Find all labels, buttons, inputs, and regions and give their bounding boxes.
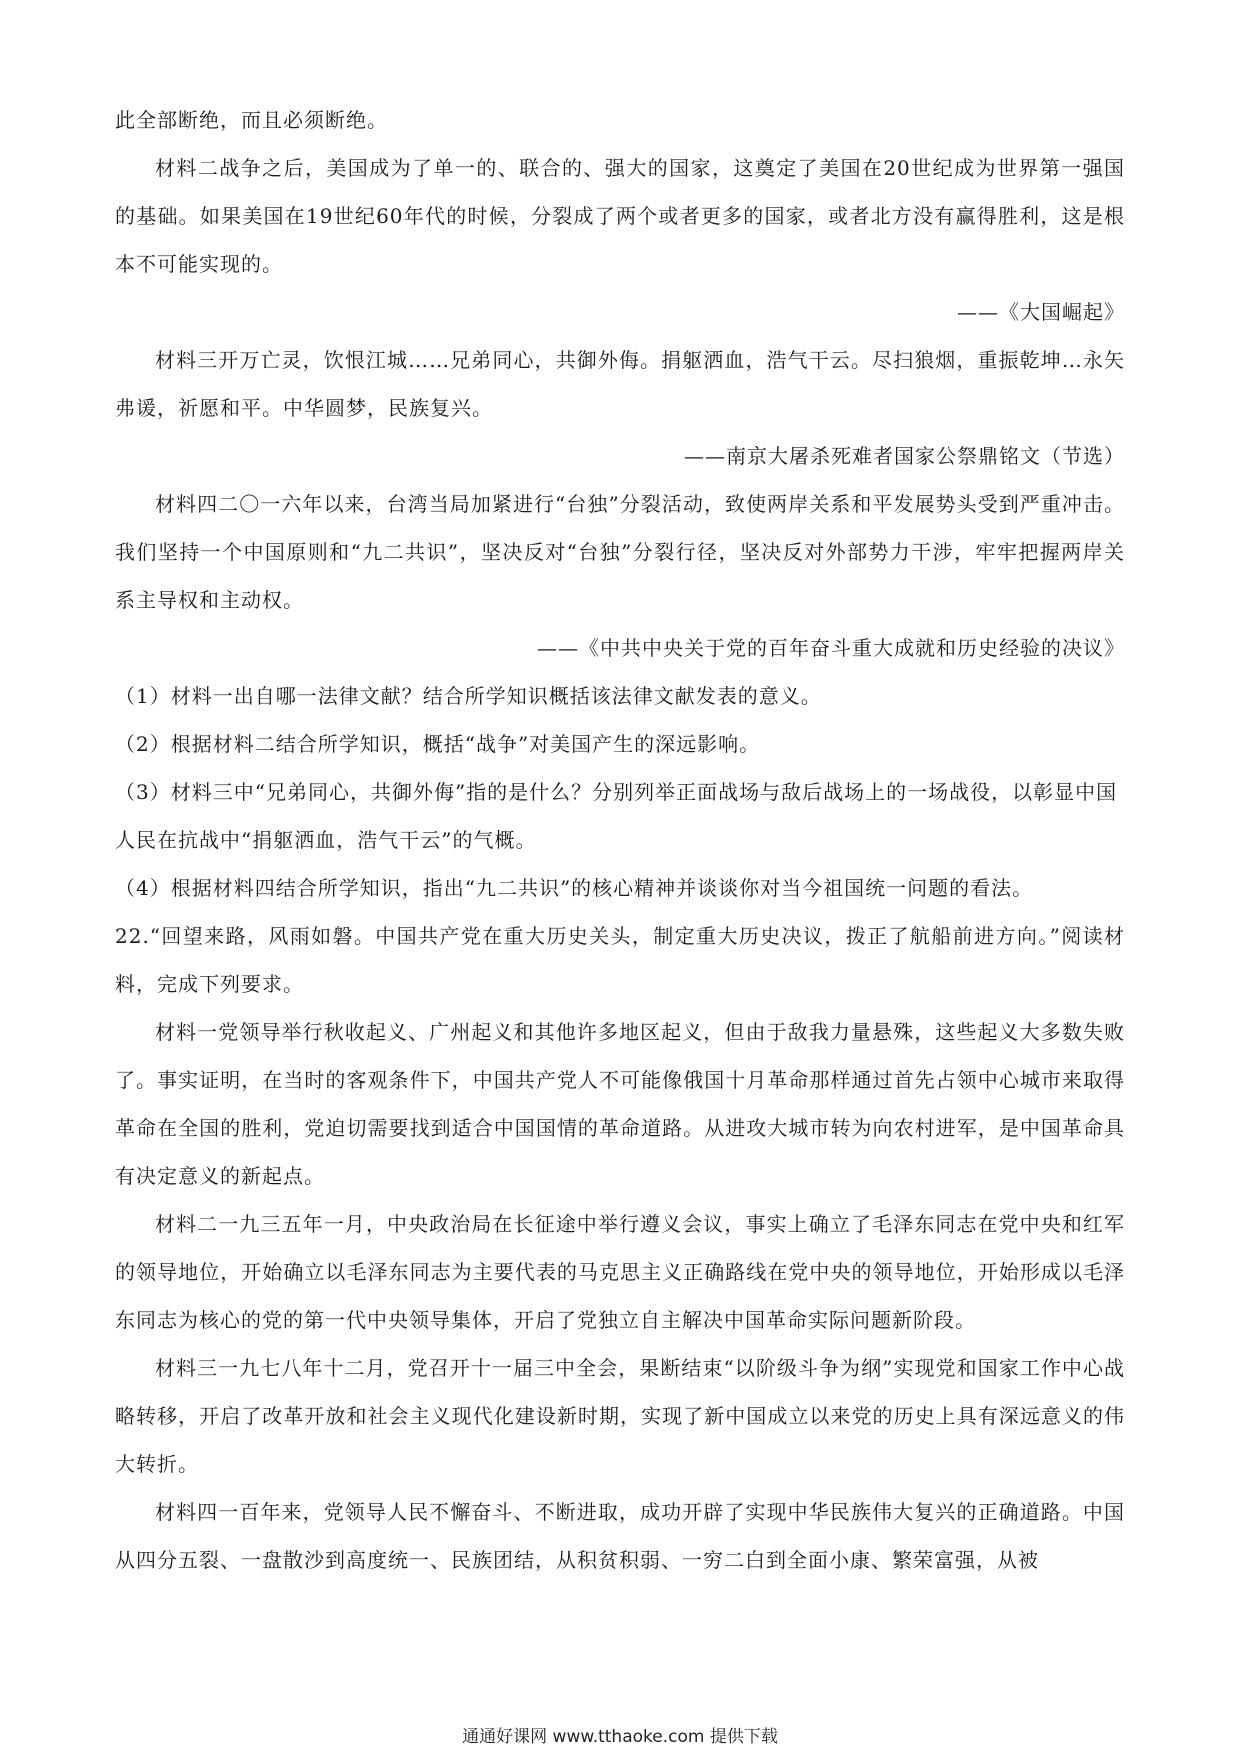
material-4: 材料四二〇一六年以来，台湾当局加紧进行“台独”分裂活动，致使两岸关系和平发展势头受到严重冲击。我们坚持一个中国原则和“九二共识”，坚决反对“台独”分裂行径，坚决反对外部势力干涉，牢牢把握两岸关系主导权和主动权。 bbox=[115, 492, 1125, 612]
q22-material-4: 材料四一百年来，党领导人民不懈奋斗、不断进取，成功开辟了实现中华民族伟大复兴的正确道路。中国从四分五裂、一盘散沙到高度统一、民族团结，从积贫积弱、一穷二白到全面小康、繁荣富强，从被 bbox=[115, 1500, 1125, 1572]
material-4-source: ——《中共中央关于党的百年奋斗重大成就和历史经验的决议》 bbox=[537, 636, 1125, 660]
question-1: （1）材料一出自哪一法律文献？结合所学知识概括该法律文献发表的意义。 bbox=[115, 684, 822, 708]
question-4: （4）根据材料四结合所学知识，指出“九二共识”的核心精神并谈谈你对当今祖国统一问题的看法。 bbox=[115, 876, 1034, 900]
material-2-source: ——《大国崛起》 bbox=[957, 300, 1125, 324]
q22-material-2: 材料二一九三五年一月，中央政治局在长征途中举行遵义会议，事实上确立了毛泽东同志在党中央和红军的领导地位，开始确立以毛泽东同志为主要代表的马克思主义正确路线在党中央的领导地位，开始形成以毛泽东同志为核心的党的第一代中央领导集体，开启了党独立自主解决中国革命实际问题新阶段。 bbox=[115, 1212, 1125, 1332]
document-body bbox=[115, 96, 1125, 1584]
question-3: （3）材料三中“兄弟同心，共御外侮”指的是什么？分别列举正面战场与敌后战场上的一场战役，以彰显中国人民在抗战中“捐躯洒血，浩气干云”的气概。 bbox=[115, 780, 1118, 852]
material-3-source: ——南京大屠杀死难者国家公祭鼎铭文（节选） bbox=[684, 444, 1125, 468]
material-3: 材料三开万亡灵，饮恨江城……兄弟同心，共御外侮。捐躯洒血，浩气干云。尽扫狼烟，重振乾坤…永矢弗谖，祈愿和平。中华圆梦，民族复兴。 bbox=[115, 348, 1125, 420]
material-2: 材料二战争之后，美国成为了单一的、联合的、强大的国家，这奠定了美国在20世纪成为世界第一强国的基础。如果美国在19世纪60年代的时候，分裂成了两个或者更多的国家，或者北方没有赢得胜利，这是根本不可能实现的。 bbox=[115, 156, 1125, 276]
paragraph-continuation: 此全部断绝，而且必须断绝。 bbox=[115, 108, 388, 132]
q22-material-1: 材料一党领导举行秋收起义、广州起义和其他许多地区起义，但由于敌我力量悬殊，这些起义大多数失败了。事实证明，在当时的客观条件下，中国共产党人不可能像俄国十月革命那样通过首先占领中心城市来取得革命在全国的胜利，党迫切需要找到适合中国国情的革命道路。从进攻大城市转为向农村进军，是中国革命具有决定意义的新起点。 bbox=[115, 1020, 1125, 1188]
question-2: （2）根据材料二结合所学知识，概括“战争”对美国产生的深远影响。 bbox=[115, 732, 761, 756]
page-footer: 通通好课网 www.tthaoke.com 提供下载 bbox=[462, 1727, 778, 1747]
question-22-stem: 22.“回望来路，风雨如磐。中国共产党在重大历史关头，制定重大历史决议，拨正了航船前进方向。”阅读材料，完成下列要求。 bbox=[115, 924, 1125, 996]
q22-material-3: 材料三一九七八年十二月，党召开十一届三中全会，果断结束“以阶级斗争为纲”实现党和国家工作中心战略转移，开启了改革开放和社会主义现代化建设新时期，实现了新中国成立以来党的历史上具有深远意义的伟大转折。 bbox=[115, 1356, 1125, 1476]
